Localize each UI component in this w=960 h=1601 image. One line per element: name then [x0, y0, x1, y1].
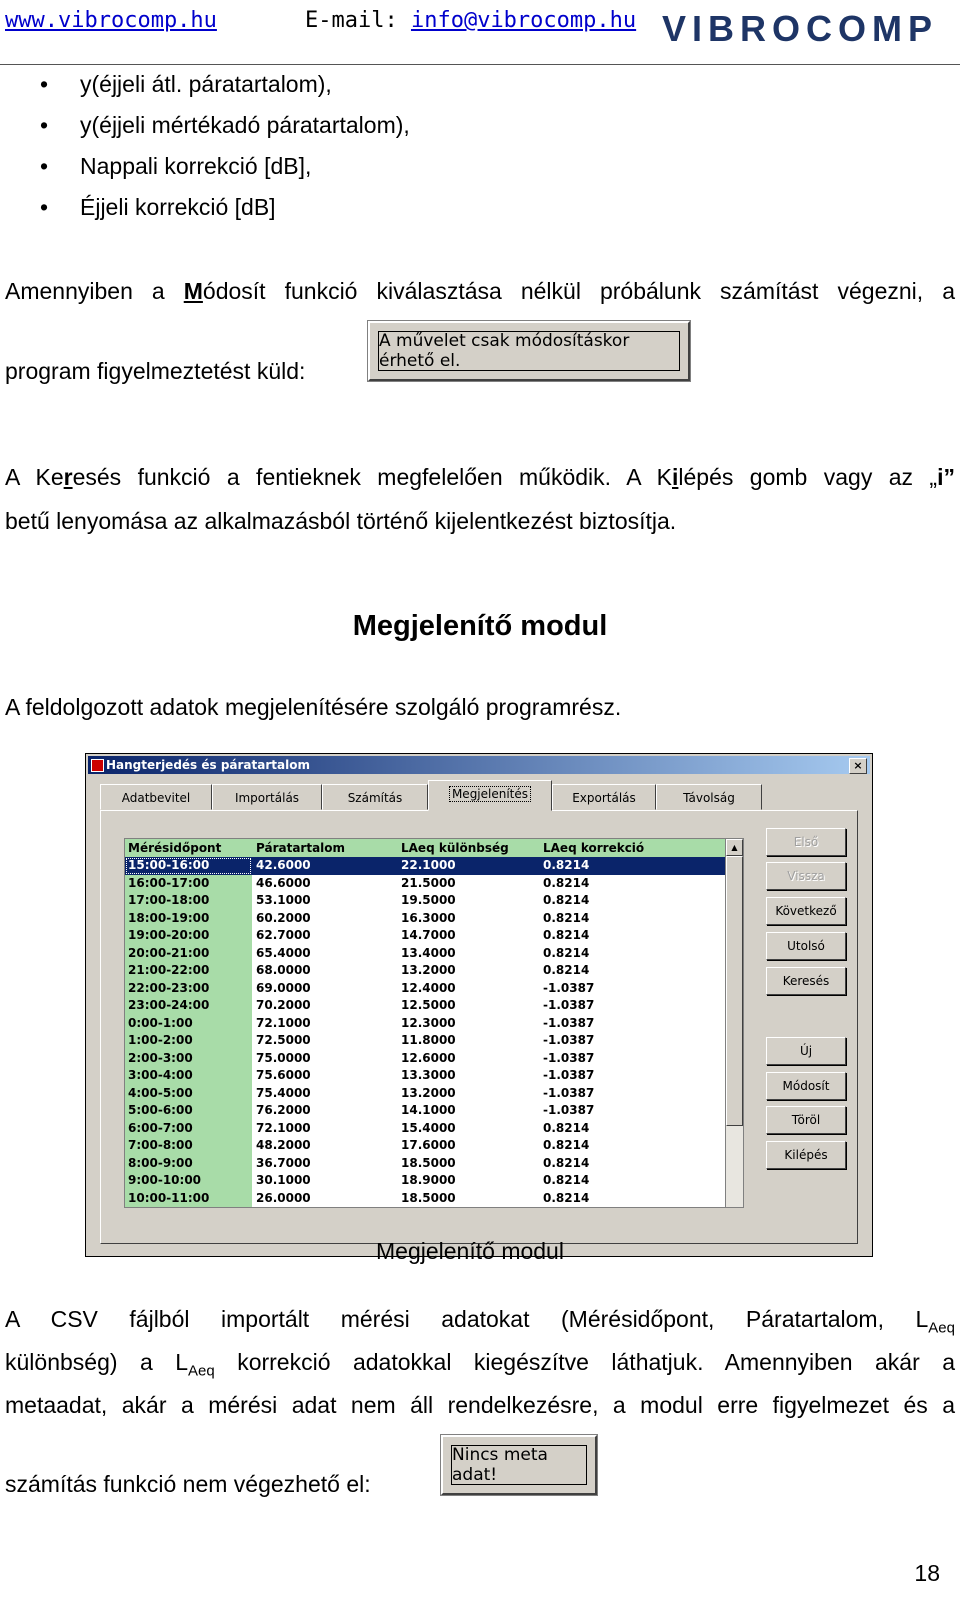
table-row[interactable] — [125, 945, 725, 963]
window-title: Hangterjedés és páratartalom — [106, 758, 310, 772]
back-button[interactable]: Vissza — [766, 862, 846, 890]
close-icon[interactable]: × — [849, 758, 867, 774]
table-cell[interactable]: 23:00-24:00 — [125, 997, 252, 1015]
table-row[interactable] — [125, 857, 725, 875]
paragraph-search-line2: betű lenyomása az alkalmazásból történő kijelentkezést biztosítja. — [5, 508, 677, 534]
table-row[interactable] — [125, 962, 725, 980]
table-cell[interactable]: -1.0387 — [543, 1068, 595, 1082]
first-button[interactable]: Első — [766, 828, 846, 856]
table-cell[interactable]: 0.8214 — [543, 1190, 590, 1205]
table-row[interactable] — [125, 997, 725, 1015]
figure-caption: Megjelenítő modul — [376, 1238, 564, 1264]
table-cell[interactable]: 65.4000 — [256, 945, 311, 960]
next-button[interactable]: Következő — [766, 897, 846, 925]
bullet-item: • Nappali korrekció [dB], — [0, 146, 410, 187]
table-cell[interactable]: -1.0387 — [543, 1050, 595, 1065]
table-cell[interactable]: 18:00-19:00 — [125, 910, 252, 928]
table-cell[interactable]: 0.8214 — [543, 1138, 590, 1152]
table-cell[interactable]: 16:00-17:00 — [125, 875, 252, 893]
table-cell[interactable]: 72.5000 — [256, 1033, 311, 1047]
site-link[interactable]: www.vibrocomp.hu — [5, 8, 217, 33]
table-cell[interactable]: 0:00-1:00 — [125, 1015, 252, 1033]
table-cell[interactable]: -1.0387 — [543, 1085, 595, 1100]
table-cell[interactable]: 69.0000 — [256, 980, 311, 995]
table-cell[interactable]: 22:00-23:00 — [125, 980, 252, 998]
table-row[interactable] — [125, 1172, 725, 1190]
table-cell[interactable]: 2:00-3:00 — [125, 1050, 252, 1068]
tab-megjelenites[interactable]: Megjelenítés — [428, 780, 552, 811]
table-cell[interactable]: 36.7000 — [256, 1155, 311, 1170]
last-button[interactable]: Utolsó — [766, 932, 846, 960]
table-cell[interactable]: 0.8214 — [543, 893, 590, 907]
paragraph-modify-line2: program figyelmeztetést küld: — [5, 358, 306, 384]
vertical-scrollbar[interactable] — [725, 839, 743, 1207]
table-cell[interactable]: 0.8214 — [543, 1173, 590, 1187]
table-cell[interactable]: -1.0387 — [543, 1033, 595, 1047]
table-cell[interactable]: 12.3000 — [401, 1015, 456, 1030]
paragraph-csv-line3: metaadat, akár a mérési adat nem áll rendelkezésre, a modul erre figyelmezet és a — [5, 1392, 955, 1418]
table-cell[interactable]: 46.6000 — [256, 875, 311, 890]
delete-button[interactable]: Töröl — [766, 1106, 846, 1134]
tab-tavolsag[interactable]: Távolság — [656, 784, 762, 810]
table-cell[interactable]: 10:00-11:00 — [125, 1190, 252, 1208]
table-cell[interactable]: 12.4000 — [401, 980, 456, 995]
table-cell[interactable]: 48.2000 — [256, 1138, 311, 1152]
table-cell[interactable]: 7:00-8:00 — [125, 1137, 252, 1155]
scroll-thumb[interactable] — [726, 856, 743, 1126]
column-header[interactable]: Páratartalom — [256, 841, 346, 855]
table-cell[interactable]: 8:00-9:00 — [125, 1155, 252, 1173]
table-cell[interactable]: 18.5000 — [401, 1190, 456, 1205]
tab-importalas[interactable]: Importálás — [212, 784, 322, 810]
table-cell[interactable]: 21:00-22:00 — [125, 962, 252, 980]
table-cell[interactable]: 13.4000 — [401, 945, 456, 960]
table-cell[interactable]: 75.6000 — [256, 1068, 311, 1082]
table-cell[interactable]: 70.2000 — [256, 998, 311, 1012]
table-cell[interactable]: 19:00-20:00 — [125, 927, 252, 945]
email-line: E-mail: info@vibrocomp.hu — [305, 8, 637, 33]
table-cell[interactable]: 21.5000 — [401, 875, 456, 890]
table-cell[interactable]: 53.1000 — [256, 893, 311, 907]
exit-button[interactable]: Kilépés — [766, 1141, 846, 1169]
data-grid[interactable] — [124, 838, 744, 1208]
table-cell[interactable]: 26.0000 — [256, 1190, 311, 1205]
bullet-item: • y(éjjeli mértékadó páratartalom), — [0, 105, 410, 146]
table-row[interactable] — [125, 910, 725, 928]
vibrocomp-logo: VIBROCOMP — [662, 8, 939, 49]
table-cell[interactable]: 30.1000 — [256, 1173, 311, 1187]
table-cell[interactable]: 5:00-6:00 — [125, 1102, 252, 1120]
email-link[interactable]: info@vibrocomp.hu — [410, 8, 637, 33]
column-header[interactable]: LAeq különbség — [401, 841, 509, 855]
window-titlebar — [88, 756, 870, 774]
table-row[interactable] — [125, 1067, 725, 1085]
table-row[interactable] — [125, 1155, 725, 1173]
app-icon — [91, 759, 104, 772]
table-cell[interactable]: 13.3000 — [401, 1068, 456, 1082]
modify-button[interactable]: Módosít — [766, 1072, 846, 1100]
table-row[interactable] — [125, 1137, 725, 1155]
table-cell[interactable]: 0.8214 — [543, 858, 590, 872]
table-cell[interactable]: 0.8214 — [543, 1155, 590, 1170]
column-header[interactable]: LAeq korrekció — [543, 841, 645, 855]
warning-dialog-modify — [368, 321, 690, 381]
table-cell[interactable]: 13.2000 — [401, 1085, 456, 1100]
bullet-item: • y(éjjeli átl. páratartalom), — [0, 64, 410, 105]
column-header[interactable]: Mérésidőpont — [125, 839, 252, 857]
table-cell[interactable]: 12.6000 — [401, 1050, 456, 1065]
table-row[interactable] — [125, 1120, 725, 1138]
table-cell[interactable]: 14.7000 — [401, 928, 456, 942]
table-cell[interactable]: 12.5000 — [401, 998, 456, 1012]
table-cell[interactable]: 1:00-2:00 — [125, 1032, 252, 1050]
table-row[interactable] — [125, 892, 725, 910]
paragraph-csv-line2: különbség) a $L_{Aeq}$ korrekció adatokkal kiegészítve láthatjuk. Amennyiben akár a — [5, 1349, 955, 1380]
paragraph-csv-line1: A CSV fájlból importált mérési adatokat (Mérésidőpont, Páratartalom, $L_{Aeq}$ — [5, 1306, 955, 1337]
table-cell[interactable]: 17.6000 — [401, 1138, 456, 1152]
table-cell[interactable]: 18.5000 — [401, 1155, 456, 1170]
table-cell[interactable]: -1.0387 — [543, 1015, 595, 1030]
bullet-item: • Éjjeli korrekció [dB] — [0, 187, 410, 228]
new-button[interactable]: Új — [766, 1037, 846, 1065]
section-title: Megjelenítő modul — [352, 610, 608, 642]
table-cell[interactable]: 9:00-10:00 — [125, 1172, 252, 1190]
table-cell[interactable]: 14.1000 — [401, 1103, 456, 1117]
table-row[interactable] — [125, 980, 725, 998]
table-cell[interactable]: 6:00-7:00 — [125, 1120, 252, 1138]
table-row[interactable] — [125, 1085, 725, 1103]
warning-dialog-no-meta — [441, 1435, 597, 1495]
table-cell[interactable]: 0.8214 — [543, 963, 590, 977]
table-cell[interactable]: 62.7000 — [256, 928, 311, 942]
table-cell[interactable]: 19.5000 — [401, 893, 456, 907]
paragraph-csv-line4: számítás funkció nem végezhető el: — [5, 1471, 371, 1497]
table-cell[interactable]: 15:00-16:00 — [125, 857, 252, 875]
table-cell[interactable]: 76.2000 — [256, 1103, 311, 1117]
grid-header — [125, 839, 725, 857]
tab-exportalas[interactable]: Exportálás — [552, 784, 656, 810]
search-button[interactable]: Keresés — [766, 967, 846, 995]
table-cell[interactable]: 42.6000 — [256, 858, 311, 872]
section-intro: A feldolgozott adatok megjelenítésére szolgáló programrész. — [5, 694, 622, 720]
table-cell[interactable]: 0.8214 — [543, 875, 590, 890]
warning-text: A művelet csak módosításkor érhető el. — [378, 331, 680, 371]
warning-text: Nincs meta adat! — [451, 1445, 587, 1485]
table-row[interactable] — [125, 1102, 725, 1120]
table-cell[interactable]: 16.3000 — [401, 910, 456, 925]
table-row[interactable] — [125, 875, 725, 893]
table-cell[interactable]: -1.0387 — [543, 998, 595, 1012]
table-cell[interactable]: -1.0387 — [543, 980, 595, 995]
table-cell[interactable]: 72.1000 — [256, 1120, 311, 1135]
paragraph-modify-line1: Amennyiben a Módosít funkció kiválasztása nélkül próbálunk számítást végezni, a — [5, 278, 955, 304]
table-cell[interactable]: 75.0000 — [256, 1050, 311, 1065]
table-cell[interactable]: 72.1000 — [256, 1015, 311, 1030]
table-row[interactable] — [125, 1190, 725, 1208]
table-cell[interactable]: 60.2000 — [256, 910, 311, 925]
table-cell[interactable]: 18.9000 — [401, 1173, 456, 1187]
table-cell[interactable]: 0.8214 — [543, 928, 590, 942]
table-cell[interactable]: 68.0000 — [256, 963, 311, 977]
table-row[interactable] — [125, 1032, 725, 1050]
table-cell[interactable]: 0.8214 — [543, 1120, 590, 1135]
page-number: 18 — [914, 1560, 940, 1586]
table-row[interactable] — [125, 1015, 725, 1033]
table-cell[interactable]: 11.8000 — [401, 1033, 456, 1047]
table-cell[interactable]: -1.0387 — [543, 1103, 595, 1117]
table-cell[interactable]: 17:00-18:00 — [125, 892, 252, 910]
table-row[interactable] — [125, 927, 725, 945]
paragraph-search-line1: A Keresés funkció a fentieknek megfelelően működik. A Kilépés gomb vagy az „i” — [5, 464, 955, 490]
table-cell[interactable]: 3:00-4:00 — [125, 1067, 252, 1085]
table-cell[interactable]: 4:00-5:00 — [125, 1085, 252, 1103]
table-row[interactable] — [125, 1050, 725, 1068]
bullet-list — [0, 64, 410, 228]
tab-szamitas[interactable]: Számítás — [322, 784, 428, 810]
grid-rows — [125, 857, 725, 1207]
table-cell[interactable]: 20:00-21:00 — [125, 945, 252, 963]
table-cell[interactable]: 0.8214 — [543, 910, 590, 925]
scroll-up-icon[interactable]: ▲ — [726, 839, 743, 856]
table-cell[interactable]: 15.4000 — [401, 1120, 456, 1135]
table-cell[interactable]: 0.8214 — [543, 945, 590, 960]
tab-adatbevitel[interactable]: Adatbevitel — [100, 784, 212, 810]
table-cell[interactable]: 22.1000 — [401, 858, 456, 872]
table-cell[interactable]: 75.4000 — [256, 1085, 311, 1100]
table-cell[interactable]: 13.2000 — [401, 963, 456, 977]
